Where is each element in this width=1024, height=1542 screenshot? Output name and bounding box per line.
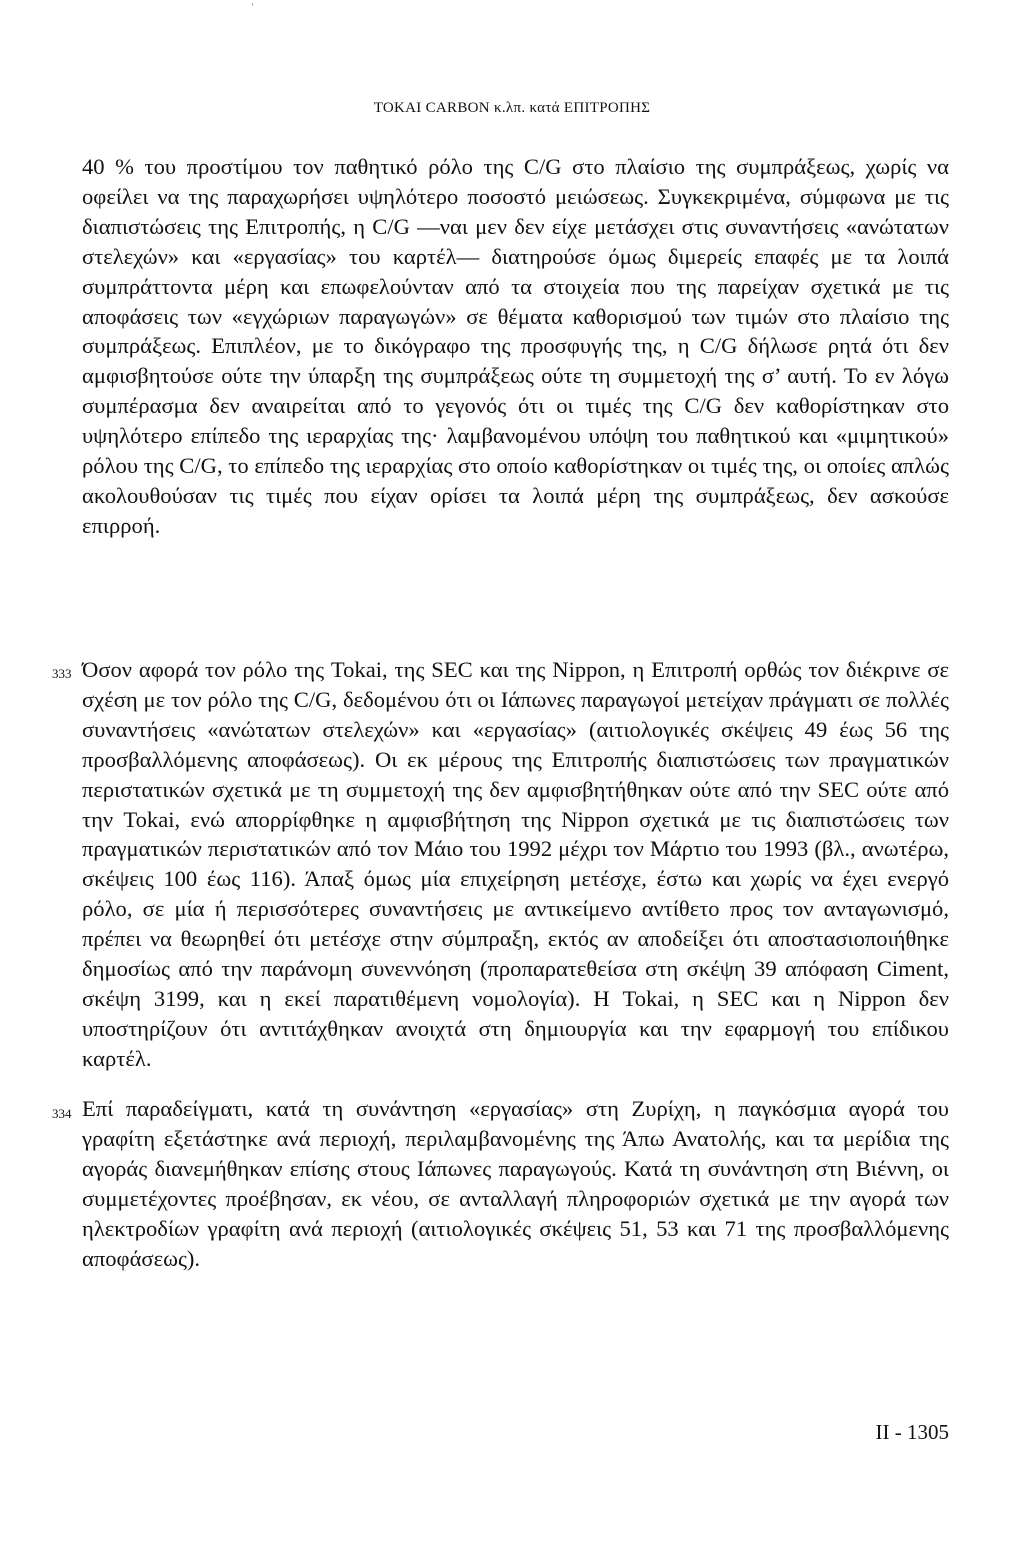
scan-mark: ʿ (251, 3, 255, 14)
paragraph-number-333: 333 (52, 666, 72, 681)
page-number: II - 1305 (875, 1420, 949, 1444)
paragraph-number-334: 334 (52, 1106, 72, 1121)
paragraph-continued: 40 % του προστίμου τον παθητικό ρόλο της C/G στο πλαίσιο της συμπράξεως, χωρίς να οφείλει να της παραχωρήσει υψηλότερο ποσοστό μειώσεως. Συγκεκριμένα, σύμφωνα με τις διαπιστώσεις της Επιτροπής, η C/G —ναι μεν δεν είχε μετάσχει στις συναντήσεις «ανώτατων στελεχών» και «εργασίας» του καρτέλ— διατηρούσε όμως διμερείς επαφές με τα λοιπά συμπράττοντα μέρη και επωφελούνταν από τα στοιχεία που της παρείχαν σχετικά με τις αποφάσεις των «εγχώριων παραγωγών» σε θέματα καθορισμού των τιμών στο πλαίσιο της συμπράξεως. Επιπλέον, με το δικόγραφο της προσφυγής της, η C/G δήλωσε ρητά ότι δεν αμφισβητούσε ούτε την ύπαρξη της συμπράξεως ούτε τη συμμετοχή της σ’ αυτή. Το εν λόγω συμπέρασμα δεν αναιρείται από το γεγονός ότι οι τιμές της C/G δεν καθορίστηκαν στο υψηλότερο επίπεδο της ιεραρχίας της· λαμβανομένου υπόψη του παθητικού και «μιμητικού» ρόλου της C/G, το επίπεδο της ιεραρχίας στο οποίο καθορίστηκαν οι τιμές της, οι οποίες απλώς ακολουθούσαν τις τιμές που είχαν ορίσει τα λοιπά μέρη της συμπράξεως, δεν ασκούσε επιρροή. (82, 154, 949, 538)
running-head: TOKAI CARBON κ.λπ. κατά ΕΠΙΤΡΟΠΗΣ (373, 100, 651, 116)
paragraph-333: Όσον αφορά τον ρόλο της Tokai, της SEC και της Nippon, η Επιτροπή ορθώς τον διέκρινε σε σχέση με τον ρόλο της C/G, δεδομένου ότι οι Ιάπωνες παραγωγοί μετείχαν πράγματι σε πολλές συναντήσεις «ανώτατων στελεχών» και «εργασίας» (αιτιολογικές σκέψεις 49 έως 56 της προσβαλλόμενης αποφάσεως). Οι εκ μέρους της Επιτροπής διαπιστώσεις των πραγματικών περιστατικών σχετικά με τη συμμετοχή της δεν αμφισβητήθηκαν ούτε από την SEC ούτε από την Tokai, ενώ απορρίφθηκε η αμφισβήτηση της Nippon σχετικά με τις διαπιστώσεις των πραγματικών περιστατικών από τον Μάιο του 1992 μέχρι τον Μάρτιο του 1993 (βλ., ανωτέρω, σκέψεις 100 έως 116). Άπαξ όμως μία επιχείρηση μετέσχε, έστω και χωρίς να έχει ενεργό ρόλο, σε μία ή περισσότερες συναντήσεις με αντικείμενο αντίθετο προς τον ανταγωνισμό, πρέπει να θεωρηθεί ότι μετέσχε στην σύμπραξη, εκτός αν αποδείξει ότι αποστασιοποιήθηκε δημοσίως από την παράνομη συνεννόηση (προπαρατεθείσα στη σκέψη 39 απόφαση Ciment, σκέψη 3199, και η εκεί παρατιθέμενη νομολογία). Η Tokai, η SEC και η Nippon δεν υποστηρίζουν ότι αντιτάχθηκαν ανοιχτά στη δημιουργία και την εφαρμογή του επίδικου καρτέλ. (82, 657, 949, 1071)
paragraph-334: Επί παραδείγματι, κατά τη συνάντηση «εργασίας» στη Ζυρίχη, η παγκόσμια αγορά του γραφίτη εξετάστηκε ανά περιοχή, περιλαμβανομένης της Άπω Ανατολής, και τα μερίδια της αγοράς διανεμήθηκαν επίσης στους Ιάπωνες παραγωγούς. Κατά τη συνάντηση στη Βιέννη, οι συμμετέχοντες προέβησαν, εκ νέου, σε ανταλλαγή πληροφοριών σχετικά με την αγορά των ηλεκτροδίων γραφίτη ανά περιοχή (αιτιολογικές σκέψεις 51, 53 και 71 της προσβαλλόμενης αποφάσεως). (82, 1096, 949, 1271)
